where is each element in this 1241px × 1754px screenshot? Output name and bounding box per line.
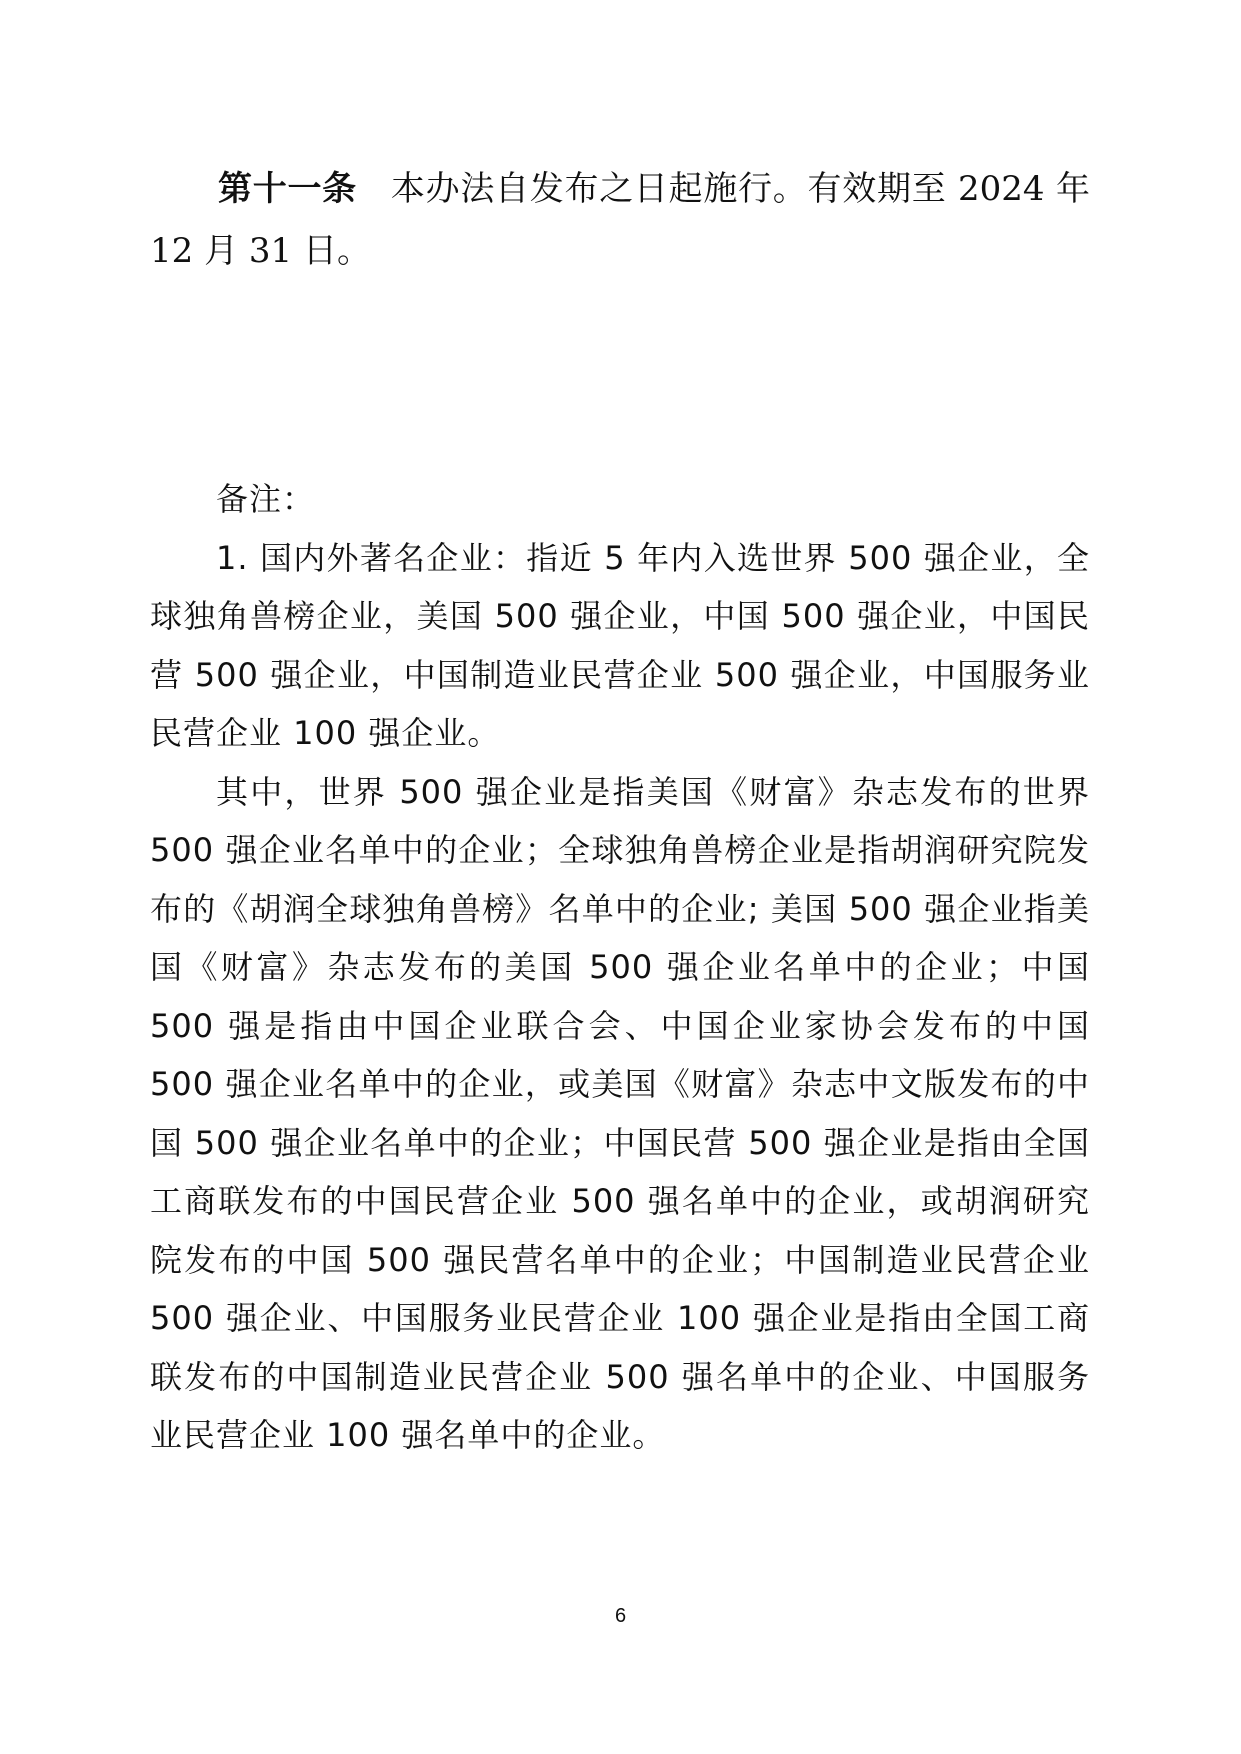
notes-section — [150, 470, 1090, 1465]
article-text: 本办法自发布之日起施行。有效期至 2024 年 12 月 31 日。 — [150, 169, 1090, 271]
notes-item-1: 1. 国内外著名企业：指近 5 年内入选世界 500 强企业，全球独角兽榜企业，美国 500 强企业，中国 500 强企业，中国民营 500 强企业，中国制造业民营企业 500 强企业，中国服务业民营企业 100 强企业。 — [150, 538, 1090, 752]
notes-title: 备注： — [216, 480, 316, 518]
page-number: 6 — [614, 1605, 627, 1627]
article-heading: 第十一条 — [218, 169, 357, 209]
notes-item-2: 其中，世界 500 强企业是指美国《财富》杂志发布的世界 500 强企业名单中的企业；全球独角兽榜企业是指胡润研究院发布的《胡润全球独角兽榜》名单中的企业; 美国 500 强企业指美国《财富》杂志发布的美国 500 强企业名单中的企业；中国 500 强是指由中国企业联合会、中国企业家协会发布的中国 500 强企业名单中的企业，或美国《财富》杂志中文版发布的中国 500 强企业名单中的企业；中国民营 500 强企业是指由全国工商联发布的中国民营企业 500 强名单中的企业，或胡润研究院发布的中国 500 强民营名单中的企业；中国制造业民营企业 500 强企业、中国服务业民营企业 100 强企业是指由全国工商联发布的中国制造业民营企业 500 强名单中的企业、中国服务业民营企业 100 强名单中的企业。 — [150, 772, 1090, 1454]
article-eleven — [150, 158, 1090, 282]
